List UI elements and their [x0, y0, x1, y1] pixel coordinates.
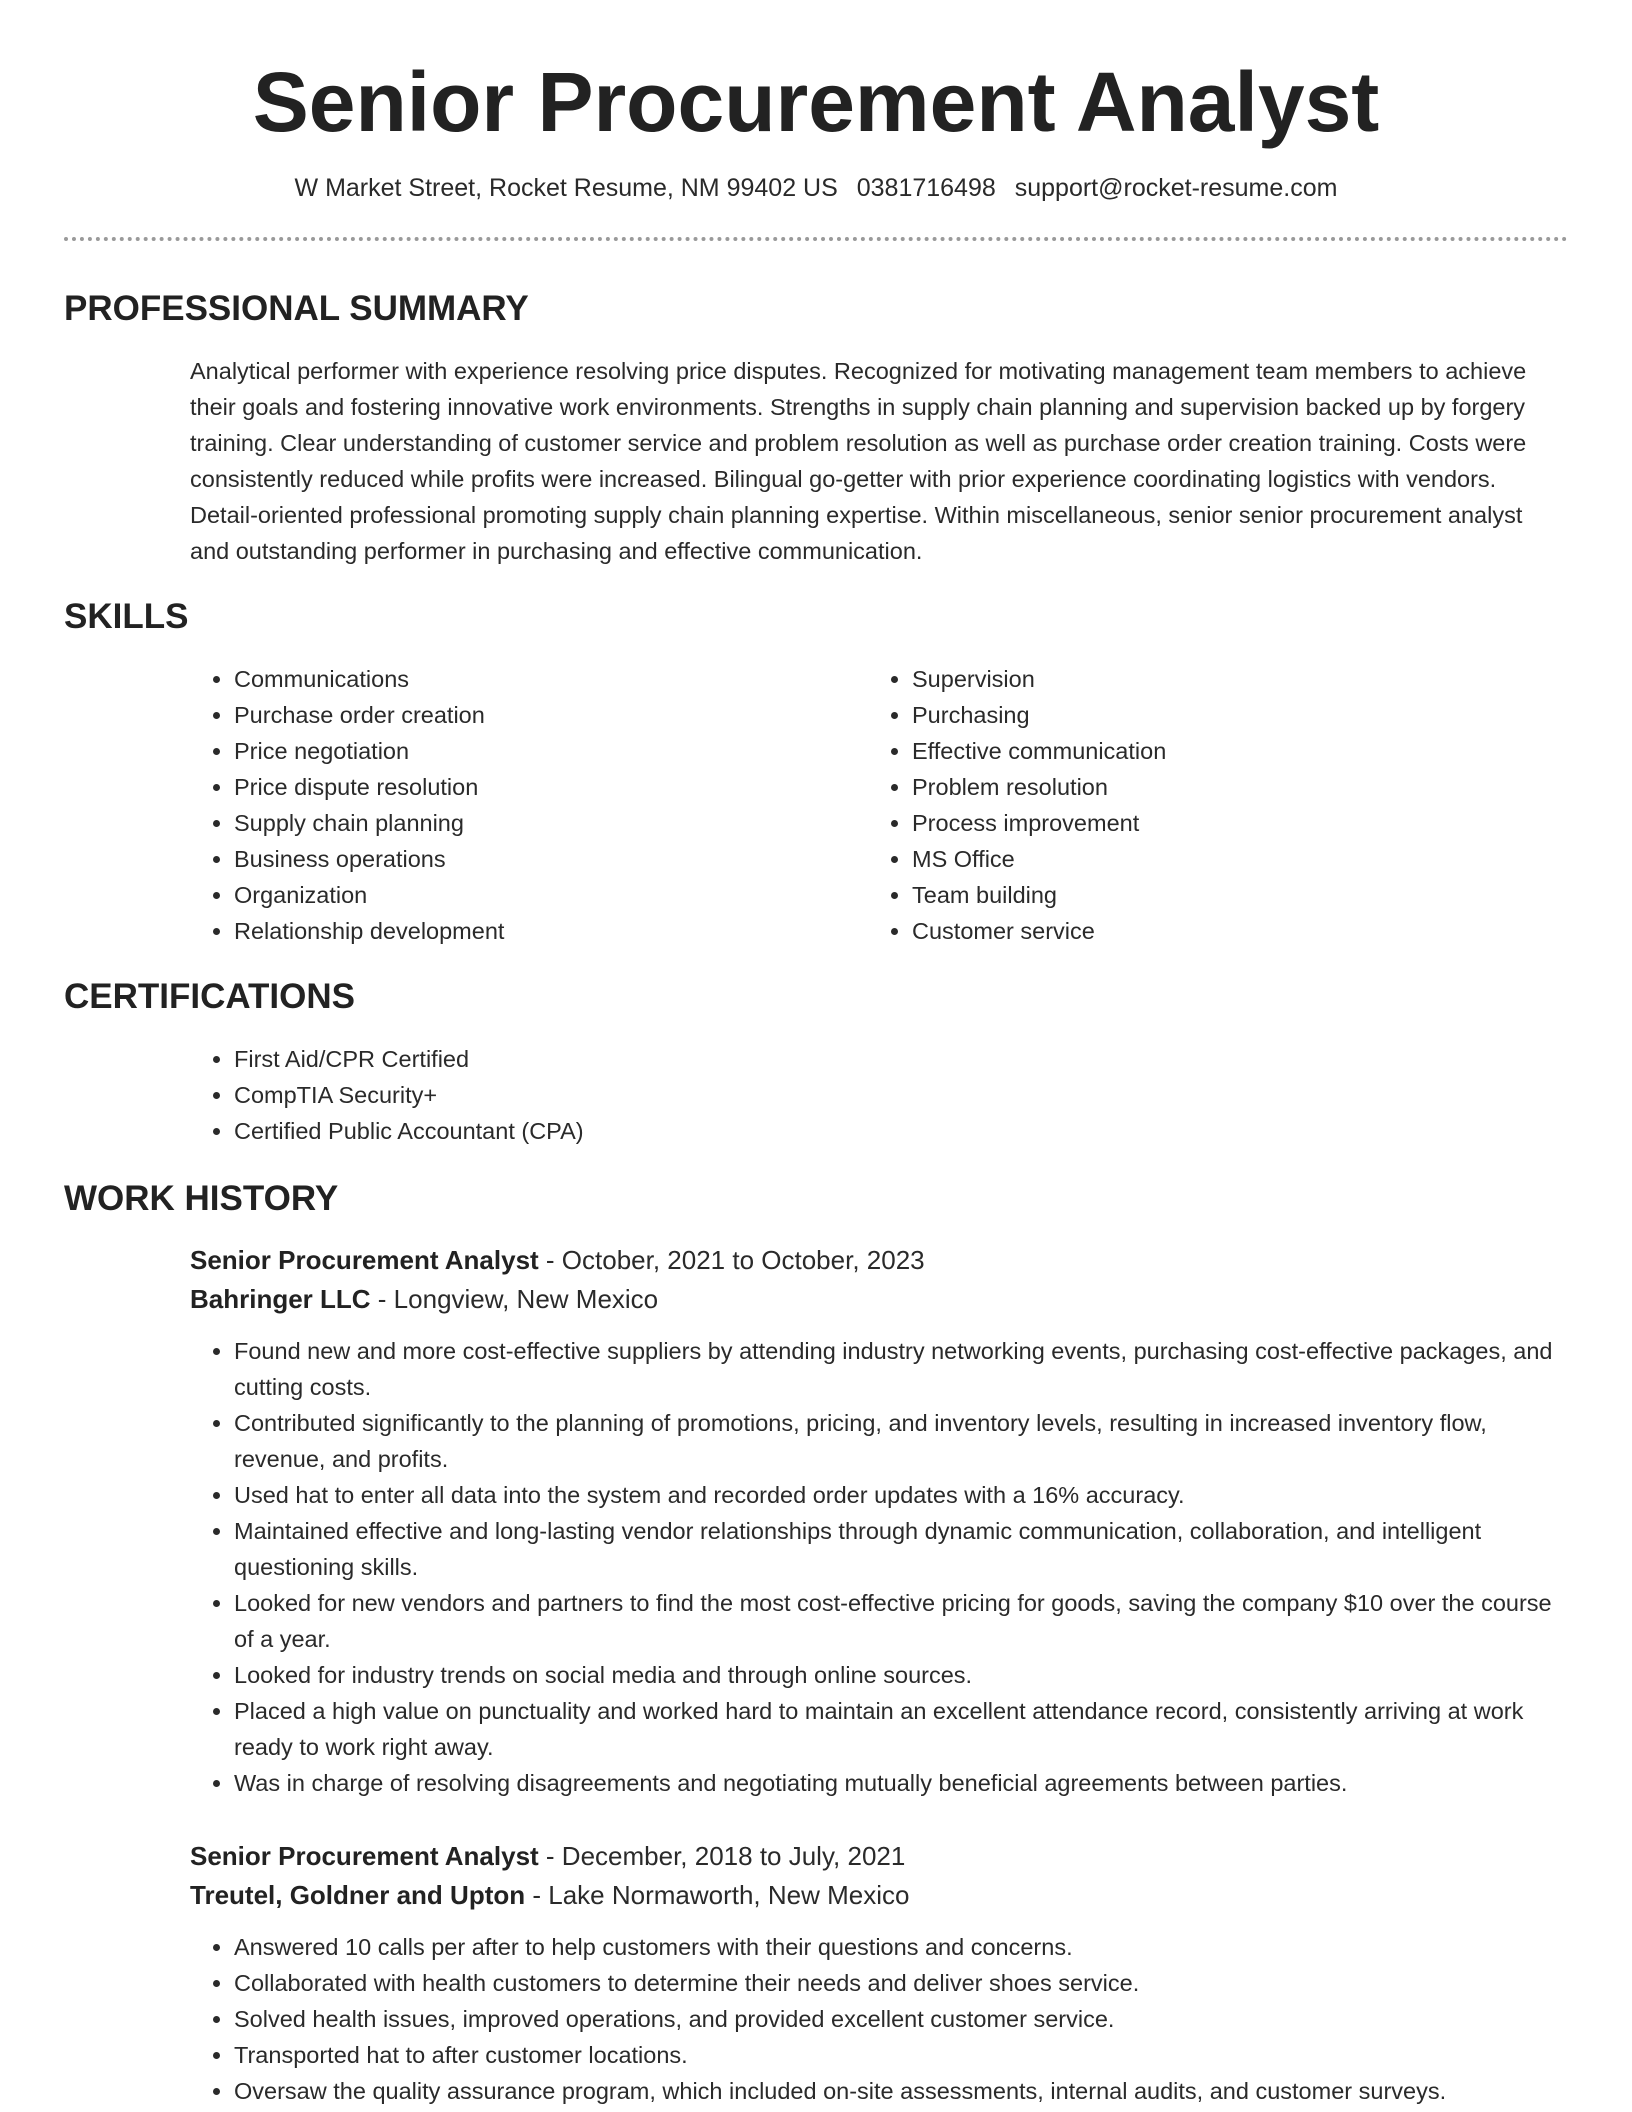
job-bullet: • Used hat to enter all data into the system and recorded order updates with a 16% accuracy.	[234, 1477, 1568, 1513]
job-bullet: • Answered 10 calls per after to help customers with their questions and concerns.	[234, 1929, 1568, 1965]
job-company: Bahringer LLC	[190, 1284, 371, 1314]
job-bullets	[190, 1929, 1568, 2109]
job-company: Treutel, Goldner and Upton	[190, 1880, 526, 1910]
skill-item: • Purchase order creation	[234, 697, 868, 733]
summary-heading: PROFESSIONAL SUMMARY	[64, 289, 529, 328]
job-bullet: • Looked for new vendors and partners to find the most cost-effective pricing for goods, saving the company $10 over the course of a year.	[234, 1585, 1568, 1657]
skill-item: • Purchasing	[912, 697, 1546, 733]
job-bullet: • Contributed significantly to the planning of promotions, pricing, and inventory levels, resulting in increased inventory flow, revenue, and profits.	[234, 1405, 1568, 1477]
job-company-line	[190, 1876, 1568, 1915]
skills-column-left	[190, 661, 868, 949]
certifications-section	[64, 977, 1568, 1149]
job-bullet: • Oversaw the quality assurance program, which included on-site assessments, internal audits, and customer surveys.	[234, 2073, 1568, 2109]
summary-text: Analytical performer with experience resolving price disputes. Recognized for motivating management team members to achieve their goals and fostering innovative work environments. Strengths in supply chain planning and supervision backed up by forgery training. Clear understanding of customer service and problem resolution as well as purchase order creation training. Costs were consistently reduced while profits were increased. Bilingual go-getter with prior experience coordinating logistics with vendors. Detail-oriented professional promoting supply chain planning expertise. Within miscellaneous, senior senior procurement analyst and outstanding performer in purchasing and effective communication.	[190, 358, 1527, 564]
skills-heading: SKILLS	[64, 597, 189, 636]
certification-item: • CompTIA Security+	[234, 1077, 1568, 1113]
skill-item: • Price dispute resolution	[234, 769, 868, 805]
job-bullets	[190, 1333, 1568, 1801]
job-company-line	[190, 1280, 1568, 1319]
skill-item: • Problem resolution	[912, 769, 1546, 805]
certification-item: • Certified Public Accountant (CPA)	[234, 1113, 1568, 1149]
job-bullet: • Solved health issues, improved operations, and provided excellent customer service.	[234, 2001, 1568, 2037]
job-title-line	[190, 1837, 1568, 1876]
skill-item: • Effective communication	[912, 733, 1546, 769]
skill-item: • Supervision	[912, 661, 1546, 697]
job-dates: - December, 2018 to July, 2021	[538, 1841, 906, 1871]
skill-item: • Organization	[234, 877, 868, 913]
skill-item: • Communications	[234, 661, 868, 697]
skills-grid	[190, 661, 1568, 949]
work-history-heading: WORK HISTORY	[64, 1179, 339, 1218]
contact-address: W Market Street, Rocket Resume, NM 99402 US	[294, 174, 838, 202]
header-divider	[64, 237, 1568, 241]
resume-page	[64, 0, 1568, 2109]
contact-phone: 0381716498	[856, 174, 996, 202]
job-bullet: • Looked for industry trends on social media and through online sources.	[234, 1657, 1568, 1693]
job-location: - Longview, New Mexico	[370, 1284, 659, 1314]
job-bullet: • Found new and more cost-effective suppliers by attending industry networking events, purchasing cost-effective packages, and cutting costs.	[234, 1333, 1568, 1405]
certifications-list	[190, 1041, 1568, 1149]
skill-item: • Price negotiation	[234, 733, 868, 769]
skill-item: • Process improvement	[912, 805, 1546, 841]
skill-item: • MS Office	[912, 841, 1546, 877]
skill-item: • Team building	[912, 877, 1546, 913]
certifications-heading: CERTIFICATIONS	[64, 977, 356, 1016]
skills-section	[64, 597, 1568, 949]
job-location: - Lake Normaworth, New Mexico	[525, 1880, 910, 1910]
certification-item: • First Aid/CPR Certified	[234, 1041, 1568, 1077]
candidate-name: Senior Procurement Analyst	[252, 55, 1380, 149]
contact-email: support@rocket-resume.com	[1014, 174, 1338, 202]
skills-column-right	[868, 661, 1546, 949]
job-bullet: • Maintained effective and long-lasting vendor relationships through dynamic communication, collaboration, and intelligent questioning skills.	[234, 1513, 1568, 1585]
summary-section	[64, 289, 1568, 569]
job-entry	[190, 1241, 1568, 1801]
work-history-section	[64, 1179, 1568, 2109]
skill-item: • Customer service	[912, 913, 1546, 949]
job-role: Senior Procurement Analyst	[190, 1245, 539, 1275]
job-bullet: • Collaborated with health customers to determine their needs and deliver shoes service.	[234, 1965, 1568, 2001]
job-bullet: • Transported hat to after customer locations.	[234, 2037, 1568, 2073]
skill-item: • Supply chain planning	[234, 805, 868, 841]
skill-item: • Business operations	[234, 841, 868, 877]
job-dates: - October, 2021 to October, 2023	[538, 1245, 925, 1275]
job-bullet: • Was in charge of resolving disagreements and negotiating mutually beneficial agreements between parties.	[234, 1765, 1568, 1801]
contact-line	[64, 174, 1568, 203]
skill-item: • Relationship development	[234, 913, 868, 949]
job-bullet: • Placed a high value on punctuality and worked hard to maintain an excellent attendance record, consistently arriving at work ready to work right away.	[234, 1693, 1568, 1765]
job-title-line	[190, 1241, 1568, 1280]
job-role: Senior Procurement Analyst	[190, 1841, 539, 1871]
job-entry	[190, 1837, 1568, 2109]
